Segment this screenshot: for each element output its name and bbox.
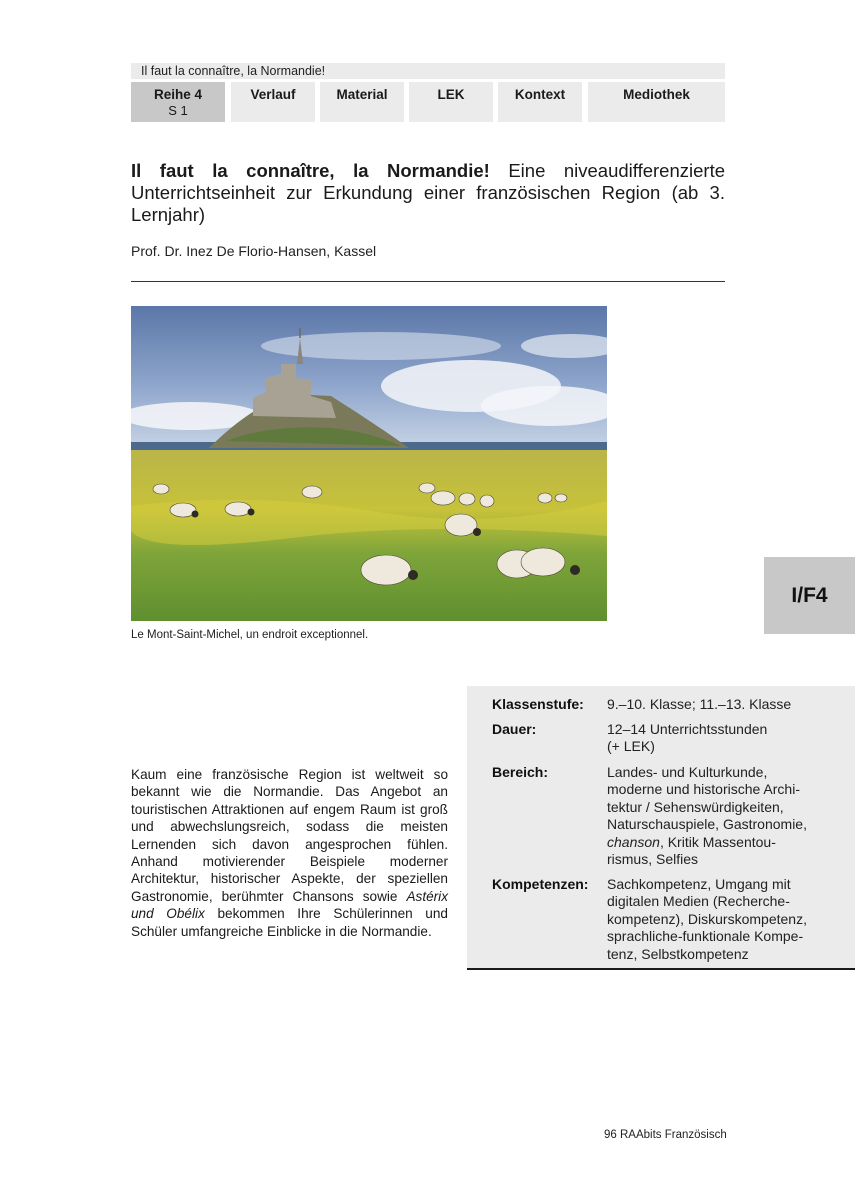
kompetenzen-line: Sachkompetenz, Umgang mit: [607, 876, 791, 892]
tab-kontext[interactable]: [498, 82, 582, 122]
kompetenzen-value: [607, 876, 847, 963]
tab-lek[interactable]: [409, 82, 493, 122]
kompetenzen-line: tenz, Selbstkompetenz: [607, 945, 749, 962]
intro-text: [131, 766, 448, 940]
tab-mediothek-label: Mediothek: [623, 87, 690, 102]
bereich-line: Naturschauspiele, Gastronomie,: [607, 816, 807, 833]
dauer-label: Dauer:: [492, 721, 537, 737]
mont-saint-michel-photo: [131, 306, 607, 621]
bereich-after-italic: , Kritik Massentou-: [659, 833, 776, 850]
tab-reihe-sub: S 1: [168, 103, 188, 118]
title-rest: Eine niveaudifferenzierte Unterrichtseinheit zur Erkundung einer französischen Region (ab 3. Lernjahr): [131, 160, 725, 225]
tab-kontext-label: Kontext: [514, 87, 566, 102]
image-caption: Le Mont-Saint-Michel, un endroit exceptionnel.: [131, 629, 369, 641]
section-tab: I/F4: [764, 557, 855, 634]
tab-lek-label: LEK: [437, 87, 465, 102]
tab-reihe-label: Reihe 4: [153, 87, 203, 102]
bereich-line: Landes- und Kulturkunde,: [607, 764, 768, 780]
divider: [131, 281, 725, 282]
kompetenzen-line: kompetenz), Diskurskompetenz,: [607, 910, 807, 927]
klassenstufe-value: 9.–10. Klasse; 11.–13. Klasse: [607, 696, 792, 712]
intro-italic: Astérix und Obélix: [131, 888, 448, 922]
title-bold: Il faut la connaître, la Normandie!: [131, 160, 490, 181]
author: Prof. Dr. Inez De Florio-Hansen, Kassel: [131, 243, 377, 259]
tab-material-label: Material: [336, 87, 388, 102]
bereich-line: moderne und historische Archi-: [607, 781, 800, 798]
intro-part2: bekommen Ihre Schülerinnen und Schüler umfangreiche Einblicke in die Normandie.: [131, 906, 448, 939]
dauer-line: 12–14 Unterrichtsstunden: [607, 721, 768, 737]
bereich-italic: chanson: [607, 833, 660, 850]
tab-verlauf-label: Verlauf: [250, 87, 296, 102]
bereich-value: [607, 764, 847, 868]
tab-mediothek[interactable]: [588, 82, 725, 122]
tab-reihe[interactable]: [131, 82, 225, 122]
bereich-line: rismus, Selfies: [607, 851, 699, 868]
intro-part1: Kaum eine französische Region ist weltweit so bekannt wie die Normandie. Das Angebot an touristischen Attraktionen auf engem Raum ist groß und abwechslungsreich, sodass die meisten Lernenden sich davon angesprochen fühlen. Anhand motivierender Beispiele moderner Architektur, historischer Aspekte, der speziellen Gastronomie, berühmter Chansons sowie: [131, 767, 448, 904]
kompetenzen-line: digitalen Medien (Recherche-: [607, 893, 790, 910]
kompetenzen-label: Kompetenzen:: [492, 876, 589, 892]
klassenstufe-label: Klassenstufe:: [492, 696, 584, 712]
dauer-value: [607, 721, 847, 756]
bereich-label: Bereich:: [492, 764, 549, 780]
tab-verlauf[interactable]: [231, 82, 315, 122]
bereich-line: [607, 834, 847, 851]
bereich-line: tektur / Sehenswürdigkeiten,: [607, 798, 784, 815]
page-title: [131, 160, 725, 226]
running-head: Il faut la connaître, la Normandie!: [131, 63, 725, 79]
page-footer: 96 RAAbits Französisch: [604, 1129, 727, 1141]
kompetenzen-line: sprachliche-funktionale Kompe-: [607, 928, 804, 945]
facts-box: [467, 686, 855, 970]
dauer-line: (+ LEK): [607, 738, 655, 755]
tab-material[interactable]: [320, 82, 404, 122]
